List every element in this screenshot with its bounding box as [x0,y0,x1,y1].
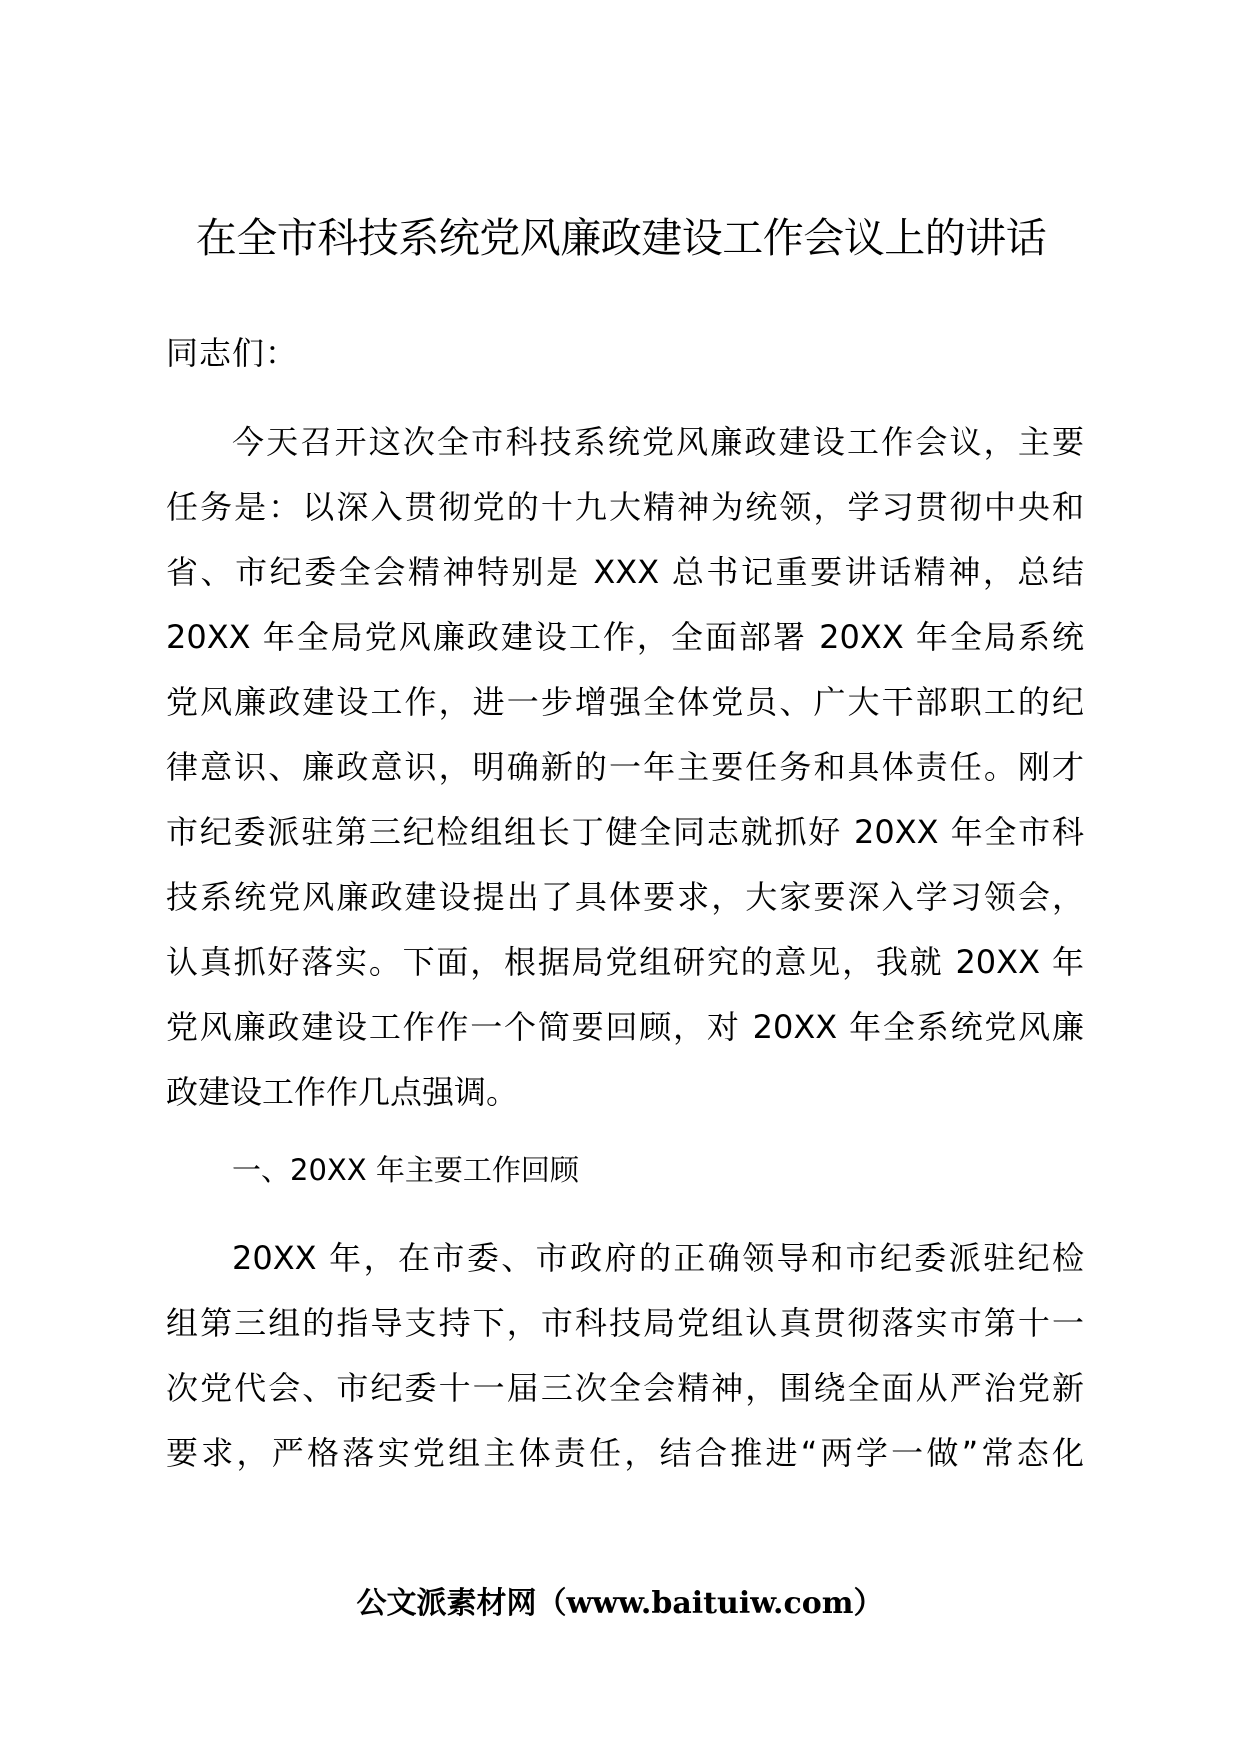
paragraph-line: 认真抓好落实。下面，根据局党组研究的意见，我就 20XX 年 [166,943,1084,981]
paragraph-line: 任务是：以深入贯彻党的十九大精神为统领，学习贯彻中央和 [166,488,1084,526]
paragraph-line: 组第三组的指导支持下，市科技局党组认真贯彻落实市第十一 [166,1304,1084,1342]
paragraph-line: 要求，严格落实党组主体责任，结合推进“两学一做”常态化 [166,1434,1084,1472]
greeting: 同志们： [166,334,299,372]
paragraph-intro [166,410,1084,1125]
paragraph-line: 党风廉政建设工作作一个简要回顾，对 20XX 年全系统党风廉 [166,1008,1084,1046]
paragraph-review [166,1226,1084,1486]
paragraph-line: 省、市纪委全会精神特别是 XXX 总书记重要讲话精神，总结 [166,553,1084,591]
paragraph-line: 政建设工作作几点强调。 [166,1073,519,1111]
paragraph-line: 律意识、廉政意识，明确新的一年主要任务和具体责任。刚才 [166,748,1084,786]
paragraph-line: 20XX 年全局党风廉政建设工作，全面部署 20XX 年全局系统 [166,618,1084,656]
paragraph-line: 20XX 年，在市委、市政府的正确领导和市纪委派驻纪检 [232,1239,1084,1277]
paragraph-line: 党风廉政建设工作，进一步增强全体党员、广大干部职工的纪 [166,683,1084,721]
document-title: 在全市科技系统党风廉政建设工作会议上的讲话 [195,214,1047,262]
paragraph-line: 市纪委派驻第三纪检组组长丁健全同志就抓好 20XX 年全市科 [166,813,1084,851]
section-heading: 一、20XX 年主要工作回顾 [232,1153,579,1187]
paragraph-line: 今天召开这次全市科技系统党风廉政建设工作会议，主要 [232,423,1084,461]
paragraph-line: 次党代会、市纪委十一届三次全会精神，围绕全面从严治党新 [166,1369,1084,1407]
footer-watermark: 公文派素材网（www.baituiw.com） [356,1586,884,1621]
paragraph-line: 技系统党风廉政建设提出了具体要求，大家要深入学习领会， [166,878,1084,916]
